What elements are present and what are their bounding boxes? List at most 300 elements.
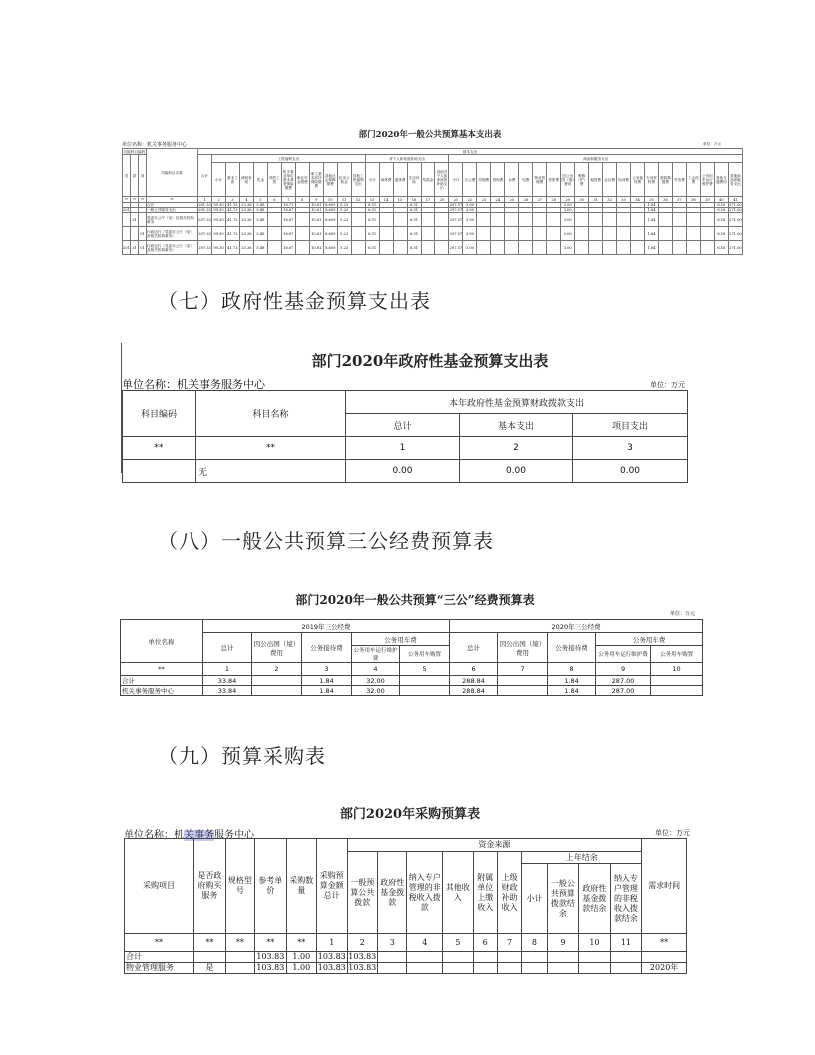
index-cell: 20	[435, 197, 449, 203]
cell-value	[491, 213, 505, 227]
cell-value: 287.00	[596, 676, 651, 686]
col-function-code: 功能科目编码	[123, 149, 146, 154]
cell-value: 99.30	[213, 203, 224, 207]
cell-code	[123, 460, 196, 483]
col-header: 水费	[505, 163, 519, 197]
cell-value: 8.609	[323, 213, 337, 227]
cell-value: 1.84	[548, 686, 596, 696]
cell-value: 297.57	[449, 227, 463, 241]
cell-value: 288.84	[450, 676, 498, 686]
table1	[122, 148, 743, 255]
cell-value: 3.00	[463, 213, 477, 227]
col-2020-car-maint: 公务用车运行维护费	[596, 646, 651, 663]
col-other-income: 其他收入	[443, 852, 473, 934]
index-cell: **	[125, 934, 194, 952]
col-header: 专用材料费	[645, 163, 659, 197]
cell-value	[617, 227, 631, 241]
index-cell: **	[123, 437, 196, 460]
col-header: 奖励金	[421, 163, 435, 197]
index-cell: 12	[351, 197, 365, 203]
cell-value: 297.57	[449, 208, 463, 212]
col-2020-abroad: 因公出国（境）费用	[498, 633, 548, 663]
index-cell: 40	[714, 197, 728, 203]
cell-value: 271.00	[729, 203, 742, 207]
cell-value: 10.81	[309, 227, 323, 241]
cell-value	[631, 227, 645, 241]
index-cell: 21	[449, 197, 463, 203]
cell-value: 99.30	[211, 241, 225, 255]
index-cell: **	[196, 437, 346, 460]
cell-unit: 合计	[121, 676, 203, 686]
col-gov-purchase: 是否政府购买服务	[194, 839, 226, 934]
cell-value	[225, 963, 254, 974]
cell-value	[603, 241, 617, 255]
cell-value: 10.81	[311, 203, 322, 207]
unit-label-selection[interactable]: 关事务	[184, 830, 214, 841]
col-header: 被装购置费	[658, 163, 672, 197]
cell-value: 6.51	[407, 241, 421, 255]
cell-value	[194, 952, 226, 963]
unit-label-suffix: 服务中心	[214, 830, 254, 841]
cell-value	[435, 213, 449, 227]
cell-value: 6.51	[407, 213, 421, 227]
cell-value	[610, 952, 642, 963]
cell-lei	[123, 213, 131, 227]
cell-value	[589, 241, 603, 255]
cell-value: 是	[194, 963, 226, 974]
col-budget-total: 采购预算金额总计	[317, 839, 347, 934]
index-row	[121, 663, 703, 676]
cell-value: 297.33	[198, 227, 212, 241]
cell-value	[631, 213, 645, 227]
cell-value: 10.81	[309, 241, 323, 255]
cell-value	[295, 213, 309, 227]
cell-value	[252, 686, 302, 696]
cell-value	[589, 227, 603, 241]
col-prev-general: 一般公共预算拨款结余	[547, 864, 579, 934]
cell-value	[498, 686, 548, 696]
cell-value	[519, 241, 533, 255]
index-cell: 25	[505, 197, 519, 203]
cell-value	[700, 241, 714, 255]
cell-name: 合计	[147, 203, 198, 208]
col-header: 公务接待费	[631, 163, 645, 197]
index-cell: 37	[672, 197, 686, 203]
col-header: 奖金	[253, 163, 267, 197]
cell-value: 23.36	[241, 203, 252, 207]
col-basic: 基本支出	[460, 414, 573, 437]
cell-value	[505, 227, 519, 241]
section-9-heading: （九）预算采购表	[158, 744, 326, 768]
col-2020-car-purchase: 公务用车购置	[651, 646, 703, 663]
col-header: 职业年金缴费	[295, 163, 309, 197]
cell-value: 6.16	[714, 227, 728, 241]
col-header: 维修（护）费	[575, 163, 589, 197]
table4-unit-right: 单位：万元	[655, 829, 690, 837]
index-cell: 9	[596, 663, 651, 676]
index-cell: 11	[610, 934, 642, 952]
cell-value: 291.33	[198, 208, 211, 212]
cell-unit: 机关事务服务中心	[121, 686, 203, 696]
cell-lei	[123, 227, 131, 241]
col-header: 住房公积金	[337, 163, 351, 197]
col-superior: 上级财政补助收入	[497, 852, 521, 934]
cell-value: 6.16	[714, 213, 728, 227]
cell-value: 5.23	[337, 203, 351, 208]
cell-value: 5.48	[253, 208, 267, 213]
col-total: 总计	[346, 414, 460, 437]
col-header: 绩效工资	[267, 163, 281, 197]
col-project: 项目支出	[573, 414, 688, 437]
cell-value: 297.33	[198, 241, 212, 255]
cell-value	[295, 227, 309, 241]
cell-value	[477, 227, 491, 241]
col-header: 津贴补贴	[239, 163, 253, 197]
index-cell: 29	[561, 197, 575, 203]
cell-value	[491, 241, 505, 255]
col-lei: 类	[123, 155, 131, 197]
cell-value: 8.609	[325, 208, 336, 212]
cell-value: 103.83	[317, 952, 346, 961]
cell-value: 1.84	[302, 686, 352, 696]
index-cell: 34	[631, 197, 645, 203]
index-cell: 9	[547, 934, 579, 952]
col-header: 咨询费	[491, 163, 505, 197]
index-cell: 28	[547, 197, 561, 203]
cell-value	[533, 227, 547, 241]
index-cell: 13	[365, 197, 379, 203]
cell-value: 288.84	[450, 686, 498, 696]
cell-total: 0.00	[346, 460, 460, 483]
col-prev-subtotal: 小计	[522, 864, 547, 934]
cell-value: 1.84	[645, 241, 659, 255]
col-header: 其他工资福利支出	[351, 163, 365, 197]
cell-value: 103.83	[256, 963, 285, 972]
cell-value	[351, 241, 365, 255]
cell-value	[351, 227, 365, 241]
cell-value: 3.00	[561, 227, 575, 241]
col-subject-name: 科目名称	[196, 391, 346, 437]
cell-value: 3.00	[561, 213, 575, 227]
cell-value: 1.84	[645, 203, 659, 208]
cell-value: 6.51	[365, 208, 379, 213]
cell-value: 2020年	[642, 963, 687, 974]
cell-value	[477, 213, 491, 227]
col-2019-abroad: 因公出国（境）费用	[252, 633, 302, 663]
table2-unit-label: 单位名称：机关事务服务中心	[122, 378, 265, 391]
cell-value: 103.83	[348, 963, 377, 972]
cell-value: 1.84	[645, 208, 659, 213]
col-total: 合计	[198, 155, 212, 197]
cell-value	[421, 227, 435, 241]
index-cell: 17	[421, 197, 435, 203]
index-cell: 36	[658, 197, 672, 203]
cell-value: 103.83	[348, 952, 377, 961]
col-header: 退休费	[393, 163, 407, 197]
index-cell: **	[225, 934, 254, 952]
index-cell: **	[147, 197, 198, 203]
col-header: 小计	[211, 163, 225, 197]
index-cell: 1	[203, 663, 252, 676]
cell-name: 无	[196, 460, 346, 483]
col-header: 基本工资	[225, 163, 239, 197]
cell-value	[497, 952, 521, 963]
index-cell: 5	[443, 934, 473, 952]
cell-value: 291.33	[198, 203, 211, 207]
group-gov-fund-expense: 本年政府性基金预算财政拨款支出	[346, 391, 688, 414]
cell-value: 99.30	[213, 208, 224, 212]
cell-value	[547, 952, 579, 963]
index-cell: 10	[651, 663, 703, 676]
cell-value: 1.00	[286, 952, 316, 963]
cell-value: 6.51	[407, 227, 421, 241]
cell-value: 5.48	[253, 227, 267, 241]
cell-value	[686, 241, 700, 255]
cell-value	[443, 963, 473, 974]
table-row	[125, 963, 687, 974]
cell-value: 32.00	[352, 686, 400, 696]
section-7-heading: （七）政府性基金预算支出表	[158, 289, 431, 313]
index-cell: 5	[400, 663, 450, 676]
cell-value	[491, 227, 505, 241]
col-function-name: 功能科目名称	[147, 149, 198, 197]
index-cell: 30	[575, 197, 589, 203]
index-cell: **	[194, 934, 226, 952]
cell-value: 23.36	[241, 208, 252, 212]
col-header: 生活补助	[407, 163, 421, 197]
cell-value: 16.67	[281, 241, 295, 255]
col-unit-name: 单位名称	[121, 620, 203, 663]
cell-value	[400, 676, 450, 686]
cell-value	[519, 227, 533, 241]
cell-value: 99.30	[211, 227, 225, 241]
cell-value: 271.00	[728, 213, 742, 227]
cell-value: 1.84	[548, 676, 596, 686]
index-cell: 2	[211, 197, 225, 203]
cell-value	[575, 213, 589, 227]
col-quantity: 采购数量	[286, 839, 316, 934]
table2	[122, 390, 688, 483]
cell-value	[533, 213, 547, 227]
cell-value	[575, 227, 589, 241]
cell-value: 41.73	[225, 241, 239, 255]
cell-value	[579, 963, 611, 974]
col-2019-car-purchase: 公务用车购置	[400, 646, 450, 663]
group-2020: 2020年三公经费	[450, 620, 703, 633]
cell-value: 1.00	[286, 963, 316, 974]
cell-value	[672, 213, 686, 227]
index-cell: 2	[460, 437, 573, 460]
cell-value	[631, 241, 645, 255]
table-row	[125, 952, 687, 963]
index-cell: 3	[378, 934, 407, 952]
cell-value: 32.00	[352, 676, 400, 686]
group-prev-year: 上年结余	[522, 852, 642, 864]
index-cell: 2	[347, 934, 377, 952]
index-cell: 4	[352, 663, 400, 676]
cell-value: 23.36	[239, 227, 253, 241]
cell-value	[498, 676, 548, 686]
cell-item: 合计	[125, 952, 194, 963]
cell-value: 6.16	[714, 203, 728, 208]
group-individual: 对个人和家庭补助支出	[365, 155, 449, 163]
cell-value: 10.81	[309, 213, 323, 227]
col-header: 职工基本医疗保险缴费	[309, 163, 323, 197]
cell-value: 16.67	[283, 208, 294, 212]
index-cell: 24	[491, 197, 505, 203]
table3-unit-right: 单位：万元	[670, 611, 696, 617]
cell-value: 41.13	[227, 203, 238, 207]
table-row	[121, 676, 703, 686]
col-header: 其他商品和服务支出	[728, 163, 742, 197]
index-cell: 7	[281, 197, 295, 203]
cell-value: 16.71	[283, 203, 294, 207]
index-cell: 27	[533, 197, 547, 203]
cell-value	[421, 241, 435, 255]
table-row	[123, 227, 743, 241]
cell-value	[393, 213, 407, 227]
col-header: 机关事业单位基本养老保险缴费	[281, 163, 295, 197]
index-cell: 8	[522, 934, 547, 952]
cell-value: 5.23	[337, 208, 351, 213]
cell-value	[547, 241, 561, 255]
col-header: 其他交通费用	[714, 163, 728, 197]
table-row	[123, 460, 688, 483]
cell-value: 6.51	[365, 203, 379, 208]
cell-value	[658, 241, 672, 255]
col-header: 公务用车运行维护费	[700, 163, 714, 197]
index-cell: 38	[686, 197, 700, 203]
index-cell: 3	[573, 437, 688, 460]
cell-value	[658, 213, 672, 227]
cell-value: 5.48	[253, 203, 267, 208]
index-cell: 8	[295, 197, 309, 203]
cell-value	[379, 213, 393, 227]
group-goods-services: 商品和服务支出	[449, 155, 742, 163]
cell-value	[617, 213, 631, 227]
cell-value	[651, 686, 703, 696]
col-header: 培训费	[617, 163, 631, 197]
cell-name: 一般公共服务支出	[147, 208, 198, 213]
cell-value	[579, 952, 611, 963]
cell-value	[658, 227, 672, 241]
index-cell: 10	[579, 934, 611, 952]
cell-value	[700, 213, 714, 227]
table1-unit-label: 单位名称：机关事务服务中心	[122, 142, 188, 148]
cell-value: 271.00	[728, 241, 742, 255]
col-header: 其他社会保障缴费	[323, 163, 337, 197]
index-cell: 41	[728, 197, 742, 203]
table1-title: 部门2020年一般公共预算基本支出表	[358, 130, 502, 140]
cell-value: 3.00	[561, 203, 575, 208]
cell-value	[267, 227, 281, 241]
cell-value: 5.48	[253, 213, 267, 227]
cell-value: 5.48	[253, 241, 267, 255]
cell-value	[421, 213, 435, 227]
cell-value: 297.33	[198, 213, 212, 227]
cell-value	[589, 213, 603, 227]
index-cell: 10	[323, 197, 337, 203]
index-cell: 39	[700, 197, 714, 203]
col-header: 租赁费	[589, 163, 603, 197]
cell-value: 8.609	[323, 227, 337, 241]
index-cell: 6	[450, 663, 498, 676]
unit-label-prefix: 单位名称：机	[124, 830, 184, 841]
index-cell: 31	[589, 197, 603, 203]
col-header: 办公费	[463, 163, 477, 197]
index-cell: 9	[309, 197, 323, 203]
cell-value	[473, 963, 497, 974]
index-cell: 11	[337, 197, 351, 203]
cell-value: 297.57	[449, 203, 463, 207]
cell-value: 1.84	[302, 676, 352, 686]
index-cell: **	[121, 663, 203, 676]
col-2019-car: 公务用车费	[352, 633, 450, 646]
col-subject-code: 科目编码	[123, 391, 196, 437]
index-cell: 32	[603, 197, 617, 203]
cell-value: 6.51	[365, 213, 379, 227]
cell-value	[477, 241, 491, 255]
cell-value	[393, 227, 407, 241]
cell-value: 3.00	[463, 241, 477, 255]
cell-value	[407, 963, 443, 974]
cell-value: 41.73	[225, 227, 239, 241]
col-header: 劳务费	[672, 163, 686, 197]
col-header: 工会经费	[686, 163, 700, 197]
group-basic: 基本支出	[198, 149, 743, 155]
index-cell: 3	[302, 663, 352, 676]
col-header: 会议费	[603, 163, 617, 197]
cell-xiang	[139, 213, 147, 227]
cell-project: 0.00	[573, 460, 688, 483]
index-cell: **	[131, 197, 139, 203]
cell-xiang: 01	[139, 227, 147, 241]
cell-value	[700, 227, 714, 241]
cell-value	[295, 241, 309, 255]
cell-value	[575, 241, 589, 255]
col-gov-fund: 政府性基金拨款	[378, 852, 407, 934]
table-row	[121, 686, 703, 696]
index-cell: 23	[477, 197, 491, 203]
cell-value: 23.36	[239, 213, 253, 227]
col-header: 小计	[365, 163, 379, 197]
cell-value	[547, 963, 579, 974]
cell-value	[686, 213, 700, 227]
table4-title: 部门2020年采购预算表	[339, 807, 481, 822]
cell-value: 6.16	[714, 208, 728, 213]
cell-value: 41.73	[225, 213, 239, 227]
index-cell: **	[139, 197, 147, 203]
cell-name: 行政运行（党委办公厅（室）及相关机构事务）	[147, 241, 198, 255]
cell-value: 8.609	[323, 241, 337, 255]
cell-value	[435, 241, 449, 255]
cell-value	[522, 963, 547, 974]
cell-value	[473, 952, 497, 963]
cell-value	[547, 213, 561, 227]
cell-value	[522, 952, 547, 963]
cell-value	[672, 241, 686, 255]
index-cell: 7	[498, 663, 548, 676]
group-2019: 2019年三公经费	[203, 620, 450, 633]
table3	[120, 619, 703, 696]
cell-value	[505, 241, 519, 255]
cell-value	[393, 241, 407, 255]
cell-kuan: 31	[131, 241, 139, 255]
section-8-heading: （八）一般公共预算三公经费预算表	[158, 529, 494, 553]
col-need-time: 需求时间	[642, 839, 687, 934]
index-cell: 3	[225, 197, 239, 203]
index-cell: 1	[346, 437, 460, 460]
